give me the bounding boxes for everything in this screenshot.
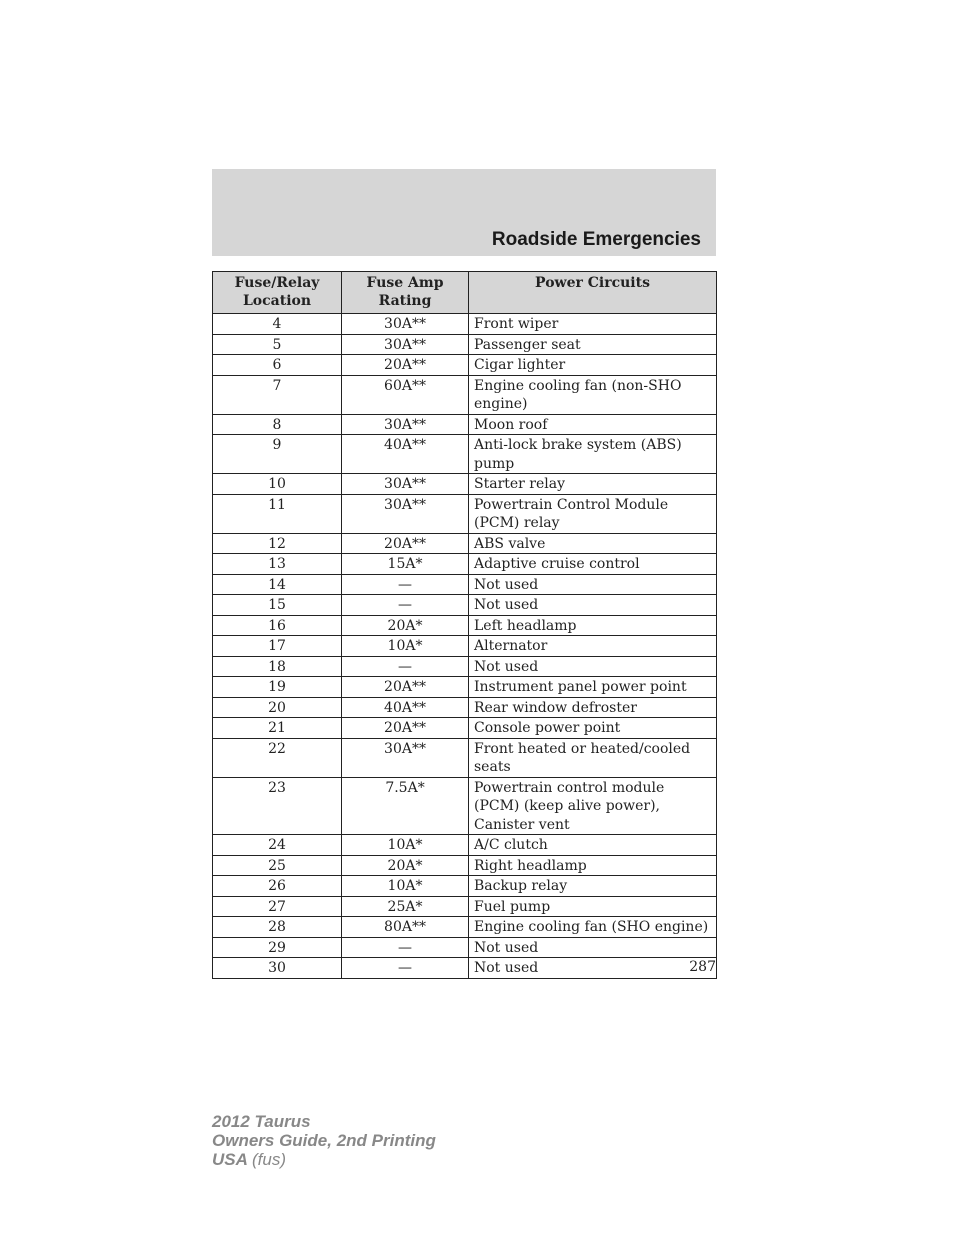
cell-amp-rating: 20A* [342, 615, 469, 636]
cell-power-circuit: Not used [469, 937, 717, 958]
table-row [213, 314, 717, 335]
cell-power-circuit: Moon roof [469, 414, 717, 435]
table-row [213, 835, 717, 856]
cell-power-circuit: Adaptive cruise control [469, 554, 717, 575]
table-row [213, 615, 717, 636]
cell-amp-rating: 7.5A* [342, 777, 469, 835]
cell-location: 17 [213, 636, 342, 657]
cell-amp-rating: 40A** [342, 435, 469, 474]
cell-location: 23 [213, 777, 342, 835]
cell-location: 7 [213, 375, 342, 414]
cell-power-circuit: Fuel pump [469, 896, 717, 917]
table-row [213, 738, 717, 777]
cell-power-circuit: Not used [469, 656, 717, 677]
cell-power-circuit: Not used [469, 958, 717, 979]
cell-amp-rating: — [342, 574, 469, 595]
cell-power-circuit: Not used [469, 595, 717, 616]
cell-location: 8 [213, 414, 342, 435]
cell-location: 19 [213, 677, 342, 698]
cell-location: 26 [213, 876, 342, 897]
section-title: Roadside Emergencies [491, 229, 701, 250]
cell-amp-rating: — [342, 937, 469, 958]
cell-amp-rating: 20A** [342, 533, 469, 554]
cell-power-circuit: Alternator [469, 636, 717, 657]
footer-region: USA [212, 1150, 248, 1169]
cell-power-circuit: Cigar lighter [469, 355, 717, 376]
table-row [213, 435, 717, 474]
table-row [213, 896, 717, 917]
cell-location: 30 [213, 958, 342, 979]
table-row [213, 494, 717, 533]
cell-amp-rating: 10A* [342, 835, 469, 856]
table-row [213, 355, 717, 376]
cell-power-circuit: Rear window defroster [469, 697, 717, 718]
cell-amp-rating: 15A* [342, 554, 469, 575]
cell-location: 29 [213, 937, 342, 958]
table-row [213, 656, 717, 677]
cell-amp-rating: 30A** [342, 334, 469, 355]
cell-amp-rating: 20A** [342, 355, 469, 376]
cell-power-circuit: Left headlamp [469, 615, 717, 636]
cell-amp-rating: 30A** [342, 494, 469, 533]
cell-amp-rating: 10A* [342, 876, 469, 897]
cell-power-circuit: Anti-lock brake system (ABS) pump [469, 435, 717, 474]
cell-power-circuit: Right headlamp [469, 855, 717, 876]
cell-amp-rating: 80A** [342, 917, 469, 938]
footer-publication-info [212, 1112, 436, 1169]
cell-amp-rating: — [342, 595, 469, 616]
footer-line-edition: Owners Guide, 2nd Printing [212, 1131, 436, 1150]
cell-amp-rating: — [342, 656, 469, 677]
cell-location: 13 [213, 554, 342, 575]
cell-location: 28 [213, 917, 342, 938]
cell-amp-rating: 40A** [342, 697, 469, 718]
table-header-row [213, 272, 717, 314]
cell-amp-rating: 20A** [342, 677, 469, 698]
cell-power-circuit: Front wiper [469, 314, 717, 335]
cell-amp-rating: 20A** [342, 718, 469, 739]
cell-location: 22 [213, 738, 342, 777]
cell-power-circuit: Not used [469, 574, 717, 595]
cell-amp-rating: 20A* [342, 855, 469, 876]
cell-power-circuit: A/C clutch [469, 835, 717, 856]
cell-location: 25 [213, 855, 342, 876]
cell-location: 21 [213, 718, 342, 739]
table-row [213, 917, 717, 938]
cell-location: 6 [213, 355, 342, 376]
cell-location: 24 [213, 835, 342, 856]
cell-power-circuit: Passenger seat [469, 334, 717, 355]
cell-amp-rating: 60A** [342, 375, 469, 414]
cell-location: 14 [213, 574, 342, 595]
header-fuse-relay-location: Fuse/Relay Location [213, 272, 342, 314]
cell-location: 15 [213, 595, 342, 616]
cell-location: 18 [213, 656, 342, 677]
table-row [213, 595, 717, 616]
table-row [213, 777, 717, 835]
cell-location: 10 [213, 474, 342, 495]
header-power-circuits: Power Circuits [469, 272, 717, 314]
table-row [213, 414, 717, 435]
cell-amp-rating: 30A** [342, 738, 469, 777]
cell-power-circuit: Powertrain control module (PCM) (keep alive power), Canister vent [469, 777, 717, 835]
table-row [213, 375, 717, 414]
table-row [213, 533, 717, 554]
cell-location: 12 [213, 533, 342, 554]
table-row [213, 334, 717, 355]
cell-location: 11 [213, 494, 342, 533]
cell-amp-rating: 10A* [342, 636, 469, 657]
fuse-table [212, 271, 717, 979]
cell-power-circuit: ABS valve [469, 533, 717, 554]
cell-amp-rating: 30A** [342, 474, 469, 495]
cell-power-circuit: Backup relay [469, 876, 717, 897]
cell-amp-rating: 25A* [342, 896, 469, 917]
table-row [213, 677, 717, 698]
cell-power-circuit: Engine cooling fan (non-SHO engine) [469, 375, 717, 414]
table-row [213, 958, 717, 979]
cell-power-circuit: Powertrain Control Module (PCM) relay [469, 494, 717, 533]
table-row [213, 855, 717, 876]
page-number: 287 [689, 959, 716, 975]
table-row [213, 636, 717, 657]
cell-power-circuit: Engine cooling fan (SHO engine) [469, 917, 717, 938]
footer-region-code: (fus) [252, 1150, 286, 1169]
cell-location: 27 [213, 896, 342, 917]
cell-location: 9 [213, 435, 342, 474]
cell-amp-rating: — [342, 958, 469, 979]
section-header-band [212, 169, 716, 256]
cell-location: 16 [213, 615, 342, 636]
cell-power-circuit: Front heated or heated/cooled seats [469, 738, 717, 777]
cell-power-circuit: Console power point [469, 718, 717, 739]
cell-location: 20 [213, 697, 342, 718]
footer-line-region [212, 1150, 436, 1169]
table-row [213, 937, 717, 958]
table-row [213, 474, 717, 495]
cell-location: 4 [213, 314, 342, 335]
table-row [213, 718, 717, 739]
table-row [213, 554, 717, 575]
cell-power-circuit: Starter relay [469, 474, 717, 495]
table-row [213, 697, 717, 718]
table-row [213, 876, 717, 897]
cell-power-circuit: Instrument panel power point [469, 677, 717, 698]
cell-amp-rating: 30A** [342, 314, 469, 335]
cell-amp-rating: 30A** [342, 414, 469, 435]
footer-line-model: 2012 Taurus [212, 1112, 311, 1131]
table-row [213, 574, 717, 595]
cell-location: 5 [213, 334, 342, 355]
header-fuse-amp-rating: Fuse Amp Rating [342, 272, 469, 314]
